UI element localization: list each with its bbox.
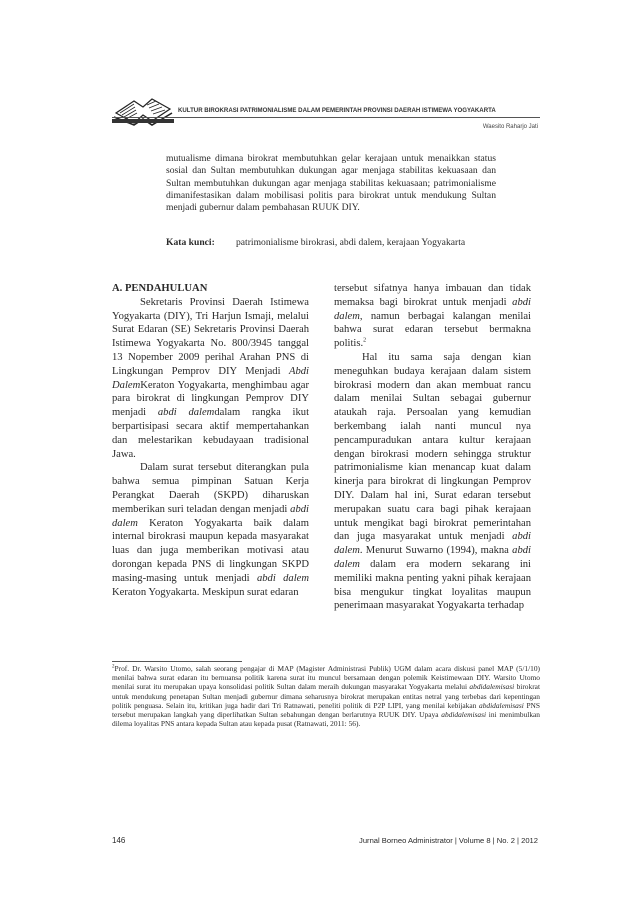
page-number: 146 (112, 836, 126, 845)
running-title: KULTUR BIROKRASI PATRIMONIALISME DALAM PEMERINTAH PROVINSI DAERAH ISTIMEWA YOGYAKARTA (178, 107, 496, 114)
body-column-left (112, 282, 309, 599)
keywords (166, 237, 496, 249)
open-book-icon (112, 93, 174, 127)
footnote: $^2$Prof. Dr. Warsito Utomo, salah seorang pengajar di MAP (Magister Administrasi Publik) UGM dalam acara diskusi panel MAP (5/1/10) menilai bahwa surat edaran itu bernuansa politik karena surat itu muncul bersamaan dengan polemik Keistimewaan DIY. Warsito Utomo menilai surat itu merupakan upaya konsolidasi politik Sultan dalam meraih dukungan masyarakat Yogyakarta melalui abdidalemisasi birokrat untuk mendukung penetapan Sultan menjadi gubernur dimana seharusnya birokrat merupakan entitas netral yang terbebas dari kepentingan politik penguasa. Selain itu, kritikan juga hadir dari Tri Ratnawati, peneliti politik di P2P LIPI, yang menilai kebijakan abdidalemisasi PNS tersebut merupakan langkah yang diperlihatkan Sultan sebahungan dengan berlarutnya RUUK DIY. Upaya abdidalemisasi ini menimbulkan dilema loyalitas PNS antara kepada Sultan atau kepada pusat (Ratnawati, 2011: 56). (112, 664, 541, 729)
body-paragraph: tersebut sifatnya hanya imbauan dan tidak memaksa bagi birokrat untuk menjadi abdi dalem, namun berbagai kalangan menilai bahwa surat edaran tersebut bermakna politis.$^2$ (334, 283, 531, 350)
running-author: Waesito Raharjo Jati (482, 124, 538, 130)
footnote-rule (112, 661, 242, 662)
keywords-text: patrimonialisme birokrasi, abdi dalem, kerajaan Yogyakarta (236, 237, 466, 248)
body-paragraph: Sekretaris Provinsi Daerah Istimewa Yogyakarta (DIY), Tri Harjun Ismaji, melalui Surat Edaran (SE) Sekretaris Provinsi Daerah Istimewa Yogyakarta No. 800/3945 tanggal 13 Nopember 2009 perihal Arahan PNS di Lingkungan Pemprov DIY Menjadi Abdi DalemKeraton Yogyakarta, menghimbau agar para birokrat di lingkungan Pemprov DIY menjadi abdi dalemdalam rangka ikut berpartisipasi secara aktif mempertahankan dan melestarikan kebudayaan tradisional Jawa. (112, 296, 310, 460)
body-paragraph: Hal itu sama saja dengan kian meneguhkan budaya kerajaan dalam sistem birokrasi modern dan akan membuat rancu dalam menilai Sultan sebagai gubernur ataukah raja. Persoalan yang kemudian berkembang ialah nanti muncul nya pencampuradukan antara kultur kerajaan dengan birokrasi modern sehingga struktur patrimonialisme kian menancap kuat dalam kinerja para birokrat di lingkungan Pemprov DIY. Dalam hal ini, Surat edaran tersebut merupakan suatu cara bagi pihak kerajaan untuk mengikat bagi birokrat pemerintahan dan juga masyarakat untuk menjadi abdi dalem. Menurut Suwarno (1994), makna abdi dalem dalam era modern sekarang ini memiliki makna penting yakni pihak kerajaan bisa mengukur tingkat loyalitas maupun penerimaan masyarakat Yogyakarta terhadap (334, 351, 531, 612)
journal-footer: Jurnal Borneo Administrator | Volume 8 | No. 2 | 2012 (359, 836, 538, 845)
footnote-mark: 2 (112, 664, 115, 670)
body-paragraph: Dalam surat tersebut diterangkan pula bahwa semua pimpinan Satuan Kerja Perangkat Daerah (SKPD) diharuskan memberikan suri teladan dengan menjadi abdi dalem Keraton Yogyakarta baik dalam internal birokrasi maupun kepada masyarakat luas dan juga memberikan motivasi atau dorongan kepada PNS di lingkungan SKPD masing-masing untuk menjadi abdi dalem Keraton Yogyakarta. Meskipun surat edaran (112, 462, 309, 598)
footnote-reference: 2 (363, 337, 367, 344)
keywords-label: Kata kunci: (166, 237, 215, 248)
body-column-right (334, 282, 531, 613)
header-rule (112, 117, 540, 118)
abstract-text: mutualisme dimana birokrat membutuhkan gelar kerajaan untuk menaikkan status sosial dan Sultan membutuhkan dukungan agar menjaga stabilitas kekuasaan dan Sultan membutuhkan dukungan agar menjaga stabilitas kekuasaan; patrimonialisme dimanifestasikan dalam mobilisasi politis para birokrat untuk mendukung Sultan menjadi gubernur dalam pembahasan RUUK DIY. (166, 153, 496, 214)
section-heading: A. PENDAHULUAN (112, 283, 208, 294)
